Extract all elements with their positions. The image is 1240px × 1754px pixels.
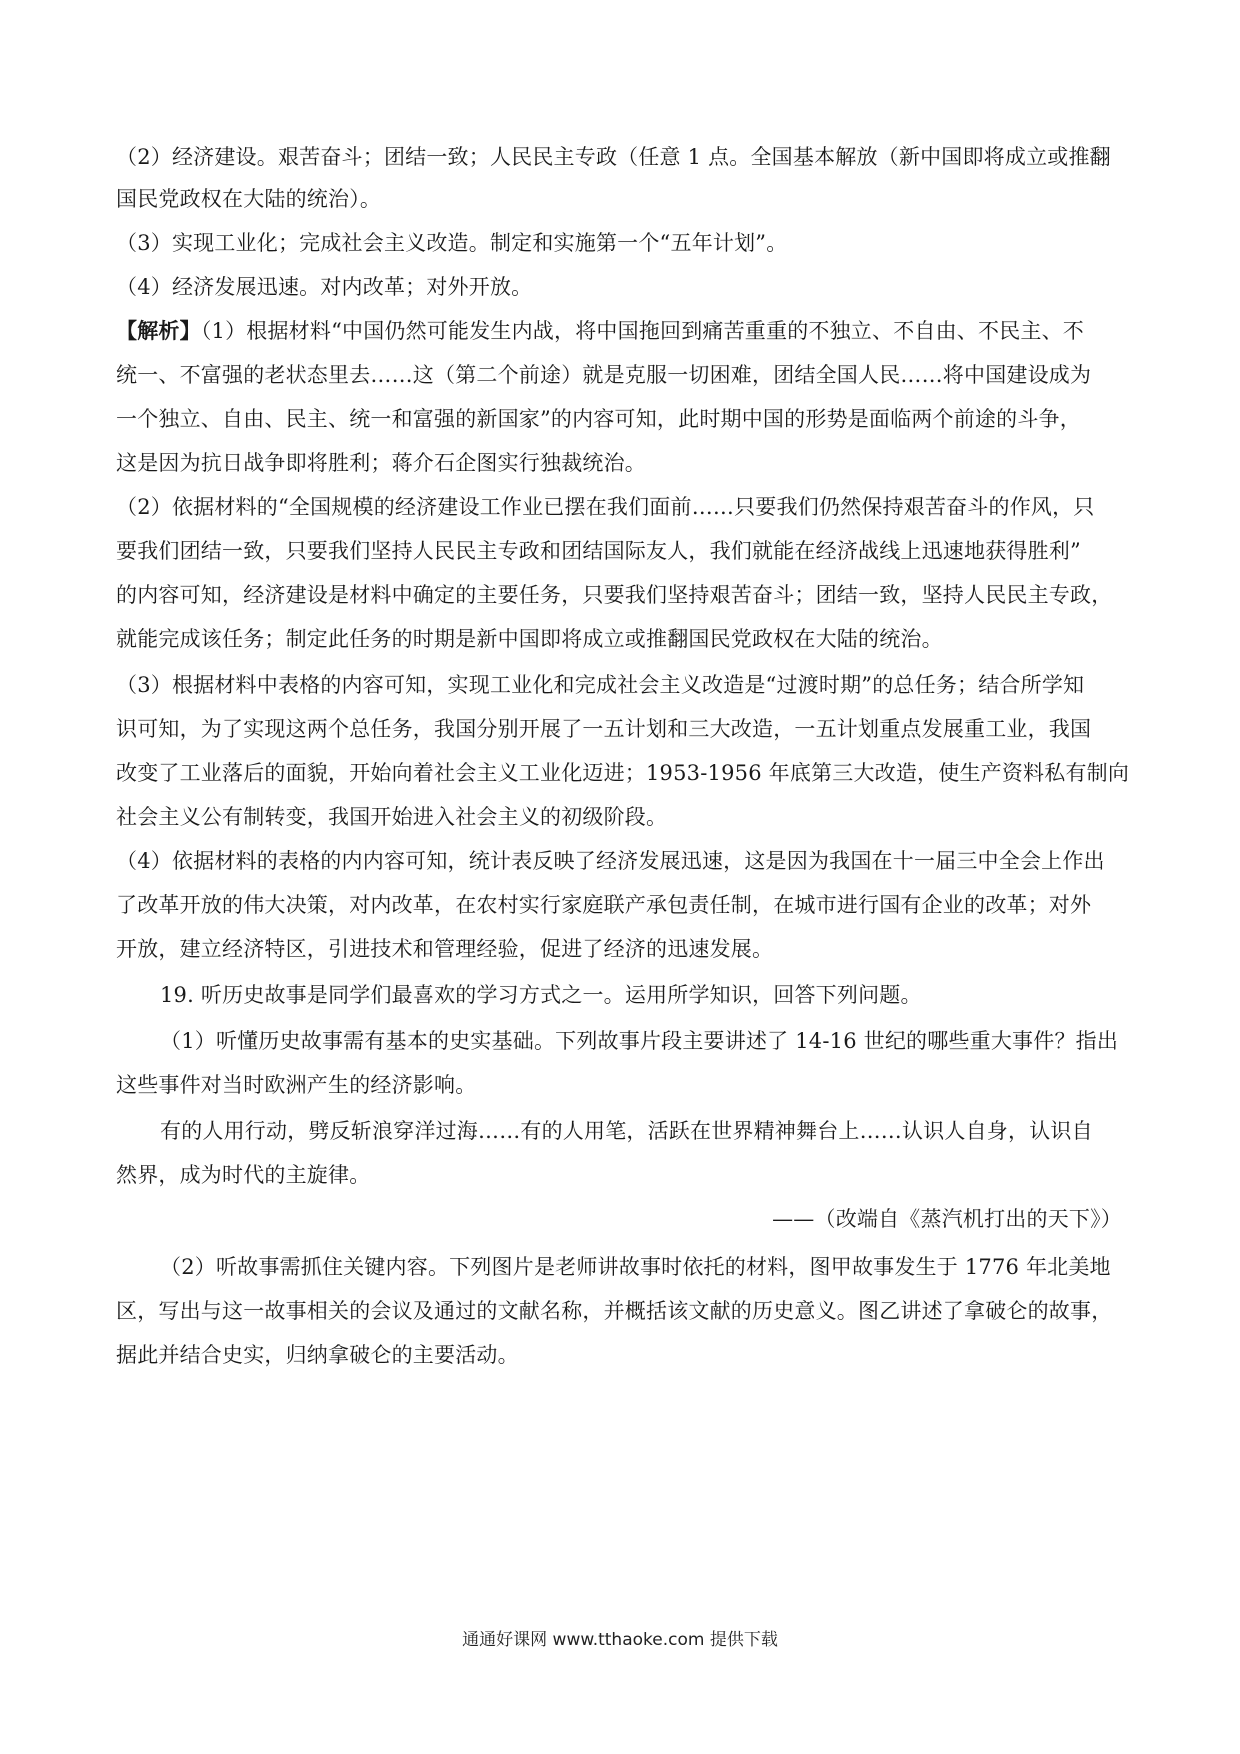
analysis-1-line-4: 这是因为抗日战争即将胜利；蒋介石企图实行独裁统治。 (116, 451, 646, 475)
analysis-1-line-2: 统一、不富强的老状态里去……这（第二个前途）就是克服一切困难，团结全国人民……将中国建设成为 (116, 363, 1092, 387)
analysis-1-line-1 (116, 316, 1084, 346)
question-19-intro: 19. 听历史故事是同学们最喜欢的学习方式之一。运用所学知识，回答下列问题。 (160, 983, 922, 1007)
page-footer: 通通好课网 www.tthaoke.com 提供下载 (462, 1630, 778, 1650)
answer-2-line-2: 国民党政权在大陆的统治）。 (116, 187, 382, 211)
answer-4: （4）经济发展迅速。对内改革；对外开放。 (116, 275, 533, 299)
quote-line-1: 有的人用行动，劈反斩浪穿洋过海……有的人用笔，活跃在世界精神舞台上……认识人自身，认识自 (160, 1119, 1093, 1143)
quote-source: ——（改端自《蒸汽机打出的天下》） (772, 1207, 1122, 1231)
analysis-tag: 【解析】 (116, 318, 201, 343)
analysis-2-line-1: （2）依据材料的“全国规模的经济建设工作业已摆在我们面前……只要我们仍然保持艰苦奋斗的作风，只 (116, 495, 1095, 519)
analysis-3-line-2: 识可知，为了实现这两个总任务，我国分别开展了一五计划和三大改造，一五计划重点发展重工业，我国 (116, 717, 1092, 741)
analysis-4-line-1: （4）依据材料的表格的内内容可知，统计表反映了经济发展迅速，这是因为我国在十一届三中全会上作出 (116, 849, 1105, 873)
question-19-2-line-2: 区，写出与这一故事相关的会议及通过的文献名称，并概括该文献的历史意义。图乙讲述了拿破仑的故事， (116, 1299, 1113, 1323)
analysis-2-line-4: 就能完成该任务；制定此任务的时期是新中国即将成立或推翻国民党政权在大陆的统治。 (116, 627, 943, 651)
question-19-1-line-2: 这些事件对当时欧洲产生的经济影响。 (116, 1073, 477, 1097)
analysis-3-line-4: 社会主义公有制转变，我国开始进入社会主义的初级阶段。 (116, 805, 668, 829)
answer-3: （3）实现工业化；完成社会主义改造。制定和实施第一个“五年计划”。 (116, 231, 788, 255)
analysis-1-text: （1）根据材料“中国仍然可能发生内战，将中国拖回到痛苦重重的不独立、不自由、不民主、不 (200, 319, 1085, 343)
quote-line-2: 然界，成为时代的主旋律。 (116, 1163, 371, 1187)
analysis-4-line-2: 了改革开放的伟大决策，对内改革，在农村实行家庭联产承包责任制，在城市进行国有企业的改革；对外 (116, 893, 1092, 917)
analysis-1-line-3: 一个独立、自由、民主、统一和富强的新国家”的内容可知，此时期中国的形势是面临两个前途的斗争， (116, 407, 1081, 431)
analysis-4-line-3: 开放，建立经济特区，引进技术和管理经验，促进了经济的迅速发展。 (116, 937, 774, 961)
question-19-2-line-1: （2）听故事需抓住关键内容。下列图片是老师讲故事时依托的材料，图甲故事发生于 1776 年北美地 (160, 1255, 1111, 1279)
question-19-1-line-1: （1）听懂历史故事需有基本的史实基础。下列故事片段主要讲述了 14-16 世纪的哪些重大事件？指出 (160, 1029, 1119, 1053)
answer-2-line-1: （2）经济建设。艰苦奋斗；团结一致；人民民主专政（任意 1 点。全国基本解放（新中国即将成立或推翻 (116, 145, 1111, 169)
question-19-2-line-3: 据此并结合史实，归纳拿破仑的主要活动。 (116, 1343, 519, 1367)
analysis-3-line-1: （3）根据材料中表格的内容可知，实现工业化和完成社会主义改造是“过渡时期”的总任务；结合所学知 (116, 673, 1085, 697)
analysis-3-line-3: 改变了工业落后的面貌，开始向着社会主义工业化迈进；1953-1956 年底第三大改造，使生产资料私有制向 (116, 761, 1130, 785)
analysis-2-line-2: 要我们团结一致，只要我们坚持人民民主专政和团结国际友人，我们就能在经济战线上迅速地获得胜利” (116, 539, 1081, 563)
analysis-2-line-3: 的内容可知，经济建设是材料中确定的主要任务，只要我们坚持艰苦奋斗；团结一致，坚持人民民主专政， (116, 583, 1113, 607)
